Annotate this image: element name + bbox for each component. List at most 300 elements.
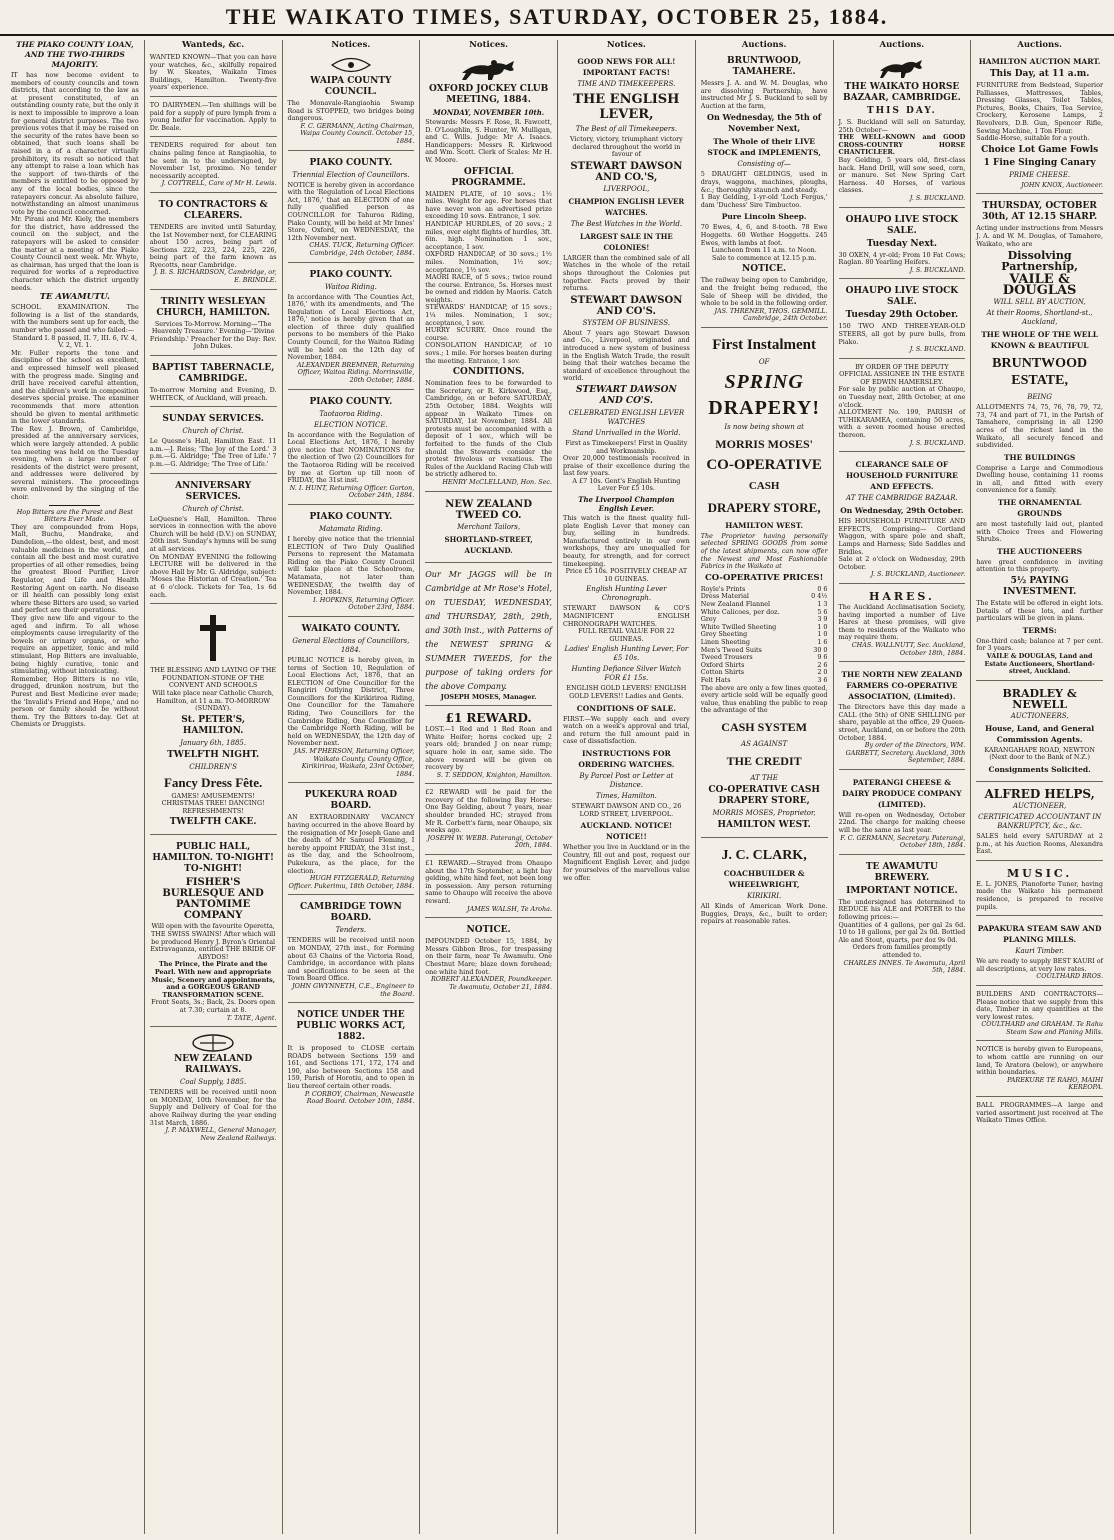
ad-public-hall	[150, 838, 277, 1027]
ad-heading: First Instalment	[712, 336, 816, 353]
ad-text: 30 OXEN, 4 yr-old; From 10 Fat Cows; Raglan. 80 Yearling Heifers.	[838, 250, 966, 267]
ad-heading: TWELFTH NIGHT.	[167, 749, 260, 760]
ad-text: Comprise a Large and Commodious Dwelling house, containing 11 rooms in all, and fitted with every convenience for a family.	[976, 463, 1103, 495]
ad-heading: TRINITY WESLEYAN CHURCH, HAMILTON.	[156, 296, 270, 318]
ad-subheading: Times, Hamilton.	[595, 791, 657, 800]
ad-reward-2	[425, 787, 552, 855]
ad-heading: SUNDAY SERVICES.	[162, 414, 264, 425]
ad-text: IMPOUNDED October 15, 1884, by Messrs Gibbon Bros., for trespassing on their farm, near Te Awamutu. One Chestnut Mare; blaze down forehead; one white hind foot.	[425, 937, 552, 976]
ad-text: STEWART DAWSON AND CO., 26 LORD STREET, LIVERPOOL.	[571, 801, 682, 818]
ad-text: NOTICE is hereby given in accordance with the 'Regulation of Local Elections Act, 1876,' that an ELECTION of one fully qualified person as COUNCILLOR for Tahuroa Riding, Piako County, will be held at Mr Innes' Store, Oxford, on WEDNESDAY, the 12th November next.	[287, 180, 415, 242]
ad-heading: TE AWAMUTU BREWERY.	[865, 861, 938, 883]
ad-subheading: Is now being shown at	[724, 422, 804, 431]
ad-subheading: PRIME CHEESE.	[1009, 170, 1071, 179]
ad-text: MAORI RACE, of 5 sovs.; twice round the course. Entrance, 5s. Horses must be owned and ridden by Maoris. Catch weights.	[425, 273, 552, 304]
ad-signature: JAS. M'PHERSON, Returning Officer, Waikato County. County Office, Kirikiriroa, Waikato, 23rd October, 1884.	[294, 747, 415, 778]
ad-paterangi-cheese	[839, 773, 966, 855]
ad-text: Will re-open on Wednesday, October 22nd. The charge for making cheese will be the same as last year.	[838, 810, 966, 835]
ad-text: One-third cash; balance at 7 per cent. for 3 years.	[976, 636, 1103, 653]
price-value: 30 0	[813, 645, 828, 654]
ad-heading: ANNIVERSARY SERVICES.	[175, 480, 252, 502]
ad-heading: £1 REWARD.	[445, 711, 532, 726]
notice-waipa	[288, 52, 415, 151]
ad-text: HURRY SCURRY. Once round the course.	[425, 326, 552, 342]
ad-heading: VAILE & DOUGLAS	[1002, 272, 1077, 299]
ad-baptist	[150, 359, 277, 407]
ad-heading: WAIKATO COUNTY.	[301, 623, 401, 634]
ad-text: LeQuesne's Hall, Hamilton. Three services in connection with the above Church will be held (D.V.) on SUNDAY, 26th inst. Sunday's hymns will be sung at all services.	[149, 514, 277, 553]
ad-heading: PAPAKURA STEAM SAW AND PLANING MILLS.	[977, 924, 1102, 945]
article-paragraph: SCHOOL EXAMINATION. The following is a list of the standards, with the numbers sent up for each, the number who passed and who failed:—	[11, 303, 139, 334]
ad-text: Our Mr JAGGS will be in Cambridge at Mr Rose's Hotel, on TUESDAY, WEDNESDAY, and THURSDAY, 28th, 29th, and 30th inst., with Patterns of the NEWEST SPRING & SUMMER TWEEDS, for the purpose of taking orders for the above Company.	[425, 569, 552, 691]
ad-text: Luncheon from 11 a.m. to Noon.	[711, 246, 817, 255]
ad-heading: OHAUPO LIVE STOCK SALE.	[845, 214, 959, 236]
ad-signature: J. S. BUCKLAND.	[909, 345, 966, 354]
ad-tweed-co	[425, 495, 552, 563]
ad-text: THE WELL-KNOWN and GOOD CROSS-COUNTRY HORSE CHANTICLEER.	[838, 133, 966, 157]
ad-heading: NOTICE.	[742, 264, 787, 275]
ad-music	[976, 864, 1103, 916]
ad-text: First as Timekeepers! First in Quality and Workmanship.	[565, 438, 688, 455]
ad-subheading: CERTIFICATED ACCOUNTANT IN BANKRUPTCY, &c., &c.	[978, 812, 1102, 830]
masthead	[0, 0, 1114, 36]
price-item: Cotton Shirts	[700, 668, 745, 677]
ad-alfred-helps	[976, 785, 1103, 861]
ad-text: SALES held every SATURDAY at 2 p.m., at his Auction Rooms, Alexandra East.	[976, 831, 1103, 856]
ad-subheading: AUCTIONEERS,	[1010, 711, 1069, 720]
ad-address: SHORTLAND-STREET, AUCKLAND.	[444, 534, 533, 555]
ad-signature: COULTHARD BROS.	[1036, 972, 1103, 981]
ad-impounded	[425, 921, 552, 995]
ad-heading: This Day, at 11 a.m.	[989, 69, 1090, 79]
ad-text: ENGLISH GOLD LEVERS! ENGLISH GOLD LEVERS!! Ladies and Gents.	[566, 684, 687, 700]
price-value: 3 6	[817, 675, 828, 684]
ad-subheading: By Parcel Post or Letter at Distance.	[579, 771, 674, 789]
ad-signature: PAREKURE TE RAHO, MAIHI KEREOPA.	[1007, 1075, 1103, 1092]
price-item: Dress Material	[700, 592, 749, 601]
ad-brewery	[839, 858, 966, 979]
column-heading: Notices.	[469, 40, 509, 50]
ad-text: BALL PROGRAMMES—A large and varied assortment just received at The Waikato Times Office.	[976, 1101, 1103, 1125]
ad-horse-bazaar	[839, 52, 966, 208]
ad-text: STEWARDS' HANDICAP, of 15 sovs.; 1¼ miles. Nomination, 1 sov.; acceptance, 1 sov.	[425, 303, 552, 327]
crest-icon	[328, 56, 374, 74]
ad-heading: HAMILTON WEST.	[717, 819, 811, 830]
ad-text: Services To-Morrow. Morning—'The Heavenly Treasure.' Evening—'Divine Friendship.' Preacher for the Day: Rev. John Dukes.	[149, 319, 277, 351]
price-item: Royle's Prints	[700, 584, 746, 593]
ad-text: The Prince, the Pirate and the Pearl. With new and appropriate Music, Scenery and appointments, and a GORGEOUS GRAND TRANSFORMATION SCENE.	[151, 960, 276, 999]
ad-text: TENDERS will be received until noon on MONDAY, 10th November, for the Supply and Delivery of Coal for the above Railway during the year ending 31st March, 1886.	[149, 1088, 277, 1127]
ad-text: 150 TWO AND THREE-YEAR-OLD STEERS, all got by pure bulls, from Piako.	[838, 322, 966, 346]
ad-text: STEWART DAWSON & CO'S MAGNIFICENT ENGLISH CHRONOGRAPH WATCHES.	[563, 604, 690, 628]
ad-heading: House, Land, and General Commission Agents.	[985, 723, 1095, 744]
ad-heading: Choice Lot Game Fowls	[981, 144, 1099, 155]
price-value: 1 0	[817, 622, 828, 631]
ad-subheading: AS AGAINST	[741, 739, 788, 748]
ad-spring-drapery	[701, 331, 828, 838]
ad-signature: CHAS. WALLNUTT, Sec. Auckland, October 18th, 1884.	[851, 640, 966, 657]
ad-heading: Dissolving Partnership,	[1001, 249, 1078, 274]
price-value: 1 6	[817, 638, 828, 646]
price-item: Grey Sheeting	[700, 630, 748, 639]
ad-text: TENDERS are invited until Saturday, the 1st November next, for CLEARING about 150 acres, being part of Sections 222, 223, 224, 225, 226, being part of the farm known as Ryecotts, near Cambridge.	[149, 222, 277, 269]
ad-text: have great confidence in inviting attention to this property.	[976, 557, 1103, 574]
ad-signature: ALEXANDER BREMNER, Returning Officer, Waitoa Riding. Morrinsville, 20th October, 1884.	[297, 360, 415, 385]
ad-jaggs	[425, 566, 552, 707]
ad-subheading: MONDAY, NOVEMBER 10th.	[432, 108, 545, 117]
column-4	[419, 40, 557, 1534]
ad-anniversary	[150, 477, 277, 605]
ad-text: AN EXTRAORDINARY VACANCY having occurred in the above Board by the resignation of Mr Joseph Gane and the death of Mr Samuel Fleming, I hereby appoint FRIDAY, the 31st inst., as the day, and the Schoolroom, Pukekura, as the place, for the election.	[287, 813, 415, 875]
ad-text: GAMES! AMUSEMENTS! CHRISTMAS TREE! DANCING! REFRESHMENTS!	[161, 791, 265, 815]
ad-signature: J. B. S. RICHARDSON, Cambridge, or, E. BRINDLE.	[153, 268, 277, 285]
ad-heading: BRADLEY & NEWELL	[1002, 686, 1077, 711]
cross-icon	[150, 615, 277, 661]
price-item: New Zealand Flannel	[700, 600, 771, 609]
ad-paragraph: They are compounded from Hops, Malt, Buchu, Mandrake, and Dandelion,—the oldest, best, and most valuable medicines in the world, and contain all the best and most curative properties of all other remedies, being the greatest Blood Purifier, Liver Regulator, and Life and Health Restoring Agent on earth. No disease or ill health can possibly long exist where these Bitters are used, so varied and perfect are their operations.	[11, 522, 139, 615]
price-item: Linen Sheeting	[700, 638, 750, 646]
ad-signature: J. S. BUCKLAND.	[909, 265, 966, 274]
ad-text: It is proposed to CLOSE certain ROADS between Sections 159 and 161, and Sections 171, 172, 174 and 190, also between Sections 158 and 159, Parish of Horotiu, and to open in lieu thereof certain other roads.	[287, 1044, 415, 1091]
ad-signature: CHAS. TUCK, Returning Officer. Cambridge, 24th October, 1884.	[309, 241, 415, 257]
ad-heading: WAIPA COUNTY COUNCIL.	[310, 76, 392, 97]
fancy-dress-fete-title: Fancy Dress Fête.	[163, 774, 263, 790]
ad-date: January 6th, 1885.	[180, 738, 247, 747]
ad-heading: CHAMPION ENGLISH LEVER WATCHES.	[568, 196, 685, 217]
column-heading: Notices.	[331, 40, 371, 50]
price-value: 2 0	[817, 668, 828, 677]
ad-subheading: CELEBRATED ENGLISH LEVER WATCHES	[568, 408, 685, 426]
ad-signature: T. TATE, Agent.	[226, 1013, 277, 1022]
ad-text: The above are only a few lines quoted, every article sold will be equally good value, thus enabling the public to reap the advantage of the	[700, 683, 828, 715]
ad-heading: THE BLESSING AND LAYING OF THE FOUNDATION-STONE OF THE CONVENT AND SCHOOLS	[150, 666, 276, 690]
ad-signature: I. HOPKINS, Returning Officer. October 23rd, 1884.	[313, 595, 415, 612]
ad-tenders	[150, 140, 277, 193]
ad-heading: CLEARANCE SALE OF HOUSEHOLD FURNITURE AND EFFECTS.	[845, 460, 958, 492]
price-value: 2 6	[817, 660, 828, 669]
price-item: White Twilled Sheeting	[700, 622, 777, 631]
column-6	[695, 40, 833, 1534]
ad-text: Acting under instructions from Messrs J. A. and W. M. Douglas, of Tamahere, Waikato, who are	[976, 224, 1103, 248]
column-3	[282, 40, 420, 1534]
ad-subheading: General Elections of Councillors, 1884.	[292, 636, 410, 654]
ad-heading: BAPTIST TABERNACLE, CAMBRIDGE.	[151, 363, 275, 385]
ad-signature: By order of the Directors, WM. GARBETT, Secretary. Auckland, 30th September, 1884.	[845, 741, 966, 765]
ad-heading: PIAKO COUNTY.	[309, 511, 393, 522]
ad-signature: ROBERT ALEXANDER, Poundkeeper. Te Awamutu, October 21, 1884.	[430, 975, 552, 991]
horse-icon	[425, 57, 552, 81]
ad-text: MAIDEN PLATE, of 10 sovs.; 1½ miles. Weight for age. For horses that have never won an advertised prize exceeding 10 sovs. Entrance, 1 sov.	[425, 189, 552, 221]
ad-text: Sale to commence at 12.15 p.m.	[711, 253, 817, 262]
ad-heading: 1 Fine Singing Canary	[983, 157, 1096, 168]
ad-bruntwood-sale	[701, 52, 828, 328]
ad-heading: PIAKO COUNTY.	[309, 269, 393, 280]
ad-heading: IMPORTANT NOTICE.	[846, 885, 958, 896]
article-paragraph: Mr. Pirani and Mr. Kiely, the members for the district, have addressed the council on the subject, and the ratepayers will be asked to consider the matter at a meeting of the Piako County Council next week. Mr. Whyte, as chairman, has urged that the loan is required for works of a reproductive character which the district urgently needs.	[11, 215, 139, 292]
ad-subheading: The Liverpool Champion English Lever.	[578, 495, 675, 514]
ad-heading: CAMBRIDGE TOWN BOARD.	[299, 902, 402, 924]
price-item: Men's Tweed Suits	[700, 645, 762, 654]
ad-heading: CO-OPERATIVE CASH DRAPERY STORE,	[708, 784, 820, 806]
ad-text: KARANGAHAPE ROAD, NEWTON (Next door to the Bank of N.Z.)	[984, 745, 1095, 762]
ad-subheading: Church of Christ.	[182, 504, 244, 513]
ad-heading: HAMILTON WEST.	[725, 520, 803, 530]
ad-subheading: Tenders.	[335, 926, 367, 935]
ad-heading: CASH SYSTEM	[721, 719, 807, 734]
ad-heading: CASH	[748, 479, 780, 492]
notice-waikato	[288, 620, 415, 784]
ad-dairymen	[150, 100, 277, 137]
ad-heading: NOTICE.	[466, 925, 511, 936]
ad-signature: HENRY McCLELLAND, Hon. Sec.	[442, 477, 552, 486]
ad-subheading: Consisting of—	[737, 160, 791, 169]
notice-piako-1	[288, 154, 415, 263]
ad-subheading: English Hunting Lever Chronograph.	[586, 585, 667, 603]
ad-heading: STEWART DAWSON AND CO'S.	[570, 294, 683, 317]
ad-heading: DRAPERY STORE,	[707, 499, 821, 515]
article-paragraph: Mr. Fuller reports the tone and discipline of the school as excellent, and expressed himself well pleased with the progress made. Singing and drill have received careful attention, and the children's work in composition deserves special praise. The examiner recommends that more attention should be given to mental arithmetic in the lower standards.	[11, 348, 139, 426]
ad-text: The Auckland Acclimatisation Society, having imported a number of Live Hares at these premises, will give them to residents of the Waikato who may require them.	[838, 602, 966, 642]
ad-text: Saddle-Horse, suitable for a youth.	[976, 134, 1090, 143]
ad-heading: MUSIC.	[1007, 866, 1073, 880]
ad-text: Bay Gelding, 5 years old, first-class hack. Hand Drill, will sow seed, corn, or manure. Set New Spring Cart Harness. 40 Horses, of various classes.	[838, 155, 966, 195]
ad-signature: S. T. SEDDON, Knighton, Hamilton.	[436, 770, 552, 779]
ad-subheading: The Best Watches in the World.	[570, 219, 683, 228]
ad-signature: J. S. BUCKLAND.	[909, 193, 966, 202]
ad-text: To-morrow Morning and Evening, D. WHITECK, of Auckland, will preach.	[149, 386, 277, 402]
ad-subheading: Triennial Election of Councillors.	[292, 170, 410, 179]
price-item: Oxford Shirts	[700, 660, 745, 669]
ad-heading: FISHER'S BURLESQUE AND PANTOMIME COMPANY	[162, 877, 264, 922]
ad-heading: SPRING	[724, 370, 804, 393]
ad-text: TENDERS will be received until noon on MONDAY, 27th inst., for Forming about 63 Chains of the Victoria Road, Cambridge, in accordance with plans and specifications to be seen at the Town Board Office.	[287, 936, 415, 983]
ad-text: The Proprietor having personally selected SPRING GOODS from some of the latest shipments, can now offer the Newest and Most Fashionable Fabrics in the Waikato at	[700, 531, 828, 571]
ad-text: BY ORDER OF THE DEPUTY OFFICIAL ASSIGNEE IN THE ESTATE OF EDWIN HAMERSLEY.	[839, 362, 965, 386]
ad-signature: VAILE & DOUGLAS, Land and Estate Auctioneers, Shortland-street, Auckland.	[984, 652, 1095, 676]
ad-heading: THE ORNAMENTAL GROUNDS	[997, 498, 1082, 519]
ad-heading: OFFICIAL PROGRAMME.	[451, 166, 526, 188]
ad-subheading: MORRIS MOSES, Proprietor,	[712, 808, 816, 817]
ad-contractors	[150, 196, 277, 290]
ad-subheading: Waitoa Riding.	[324, 282, 377, 291]
ad-signature: J. S. BUCKLAND, Auctioneer.	[870, 570, 966, 579]
ad-heading: CO-OPERATIVE PRICES!	[704, 572, 824, 583]
ad-subheading: Stand Unrivalled in the World.	[572, 428, 681, 437]
ad-subheading: WILL SELL BY AUCTION,	[993, 298, 1086, 307]
ad-text: TENDERS required for about ten chains paling fence at Rangiaohia, to be sent in to the undersigned, by November 1st, proximo. No tender necessarily accepted.	[149, 141, 277, 180]
notice-piako-3	[288, 393, 415, 505]
ad-signature: JAS. THRENER, THOS. GEMMILL. Cambridge, 24th October.	[714, 306, 828, 323]
ad-heading: THE ENGLISH LEVER,	[573, 92, 680, 122]
column-2	[144, 40, 282, 1534]
ad-bruntwood-estate	[976, 197, 1103, 680]
masthead-title: THE WAIKATO TIMES, SATURDAY, OCTOBER 25, 1884.	[225, 4, 889, 29]
ad-text: The railway being open to Cambridge, and the freight being reduced, the Sale of Sheep will be divided, the whole to be sold in the following order.	[700, 276, 828, 308]
crest-icon	[190, 1034, 236, 1052]
ad-heading: MORRIS MOSES'	[715, 436, 813, 451]
ad-text: LOST.—1 Red and 1 Red Roan and White Heifer; horns cocked up; 2 years old; branded J on near rump; square hole in ear, same side. The above reward will be given on recovery by	[425, 725, 552, 772]
ad-heading: CONDITIONS OF SALE.	[576, 703, 676, 713]
ad-text: The Estate will be offered in eight lots. Details of these lots, and further particulars will be given in plans.	[976, 599, 1103, 623]
ad-text: Price £5 10s. POSITIVELY CHEAP AT 10 GUINEAS.	[565, 567, 688, 583]
ad-ball-programmes	[976, 1100, 1103, 1129]
column-heading: Auctions.	[1017, 40, 1062, 50]
ad-heading: OHAUPO LIVE STOCK SALE.	[845, 286, 959, 308]
ad-text: £2 REWARD will be paid for the recovery of the following Bay Horse: One Bay Gelding, about 7 years, near shoulder branded HC; strayed from Mr R. Corbett's farm, near Ohaupo, six weeks ago.	[425, 788, 552, 835]
ad-text: HIS HOUSEHOLD FURNITURE AND EFFECTS, Comprising— Cortland Waggon, with spare pole and shaft, Lamps and Harness; Side Saddles and Bridles.	[838, 517, 966, 556]
ad-heading: THE BUILDINGS	[1003, 452, 1076, 462]
ad-heading: NEW ZEALAND TWEED CO.	[445, 498, 532, 521]
ad-ohaupo-1	[839, 211, 966, 280]
ad-heading: BRUNTWOOD ESTATE,	[992, 356, 1088, 389]
ad-text: TO DAIRYMEN.—Ten shillings will be paid for a supply of pure lymph from a young heifer for vaccination. Apply to Dr. Beale.	[149, 100, 277, 132]
ad-heading: THE WAIKATO HORSE BAZAAR, CAMBRIDGE.	[842, 82, 961, 103]
ad-text: A £7 10s. Gent's English Hunting Lever For £5 10s.	[572, 476, 681, 493]
column-5	[557, 40, 695, 1534]
ad-railways	[150, 1030, 277, 1146]
ad-sunday-services	[150, 410, 277, 473]
ad-heading: NEW ZEALAND RAILWAYS.	[174, 1054, 253, 1076]
ad-heading: On Wednesday, the 5th of November Next,	[706, 112, 822, 134]
ad-heading: Pure Lincoln Sheep.	[721, 212, 807, 222]
price-row	[701, 609, 828, 617]
ad-subheading: At their Rooms, Shortland-st., Auckland,	[986, 309, 1093, 327]
ad-signature: J. P. MAXWELL, General Manager, New Zealand Railways.	[165, 1126, 277, 1142]
ad-subheading: ELECTION NOTICE.	[314, 420, 388, 429]
ad-heading: CO-OPERATIVE	[706, 456, 822, 473]
horse-icon	[839, 57, 966, 79]
ad-heading: AUCKLAND. NOTICE! NOTICE!!	[580, 821, 673, 842]
exam-table: Standard I. 8 passed, II. 7, III. 6, IV. 4, V. 2, VI. 1.	[12, 333, 137, 350]
ad-heading: CONDITIONS.	[452, 367, 525, 378]
ad-signature: JOSEPH W. WEBB. Paterangi, October 20th, 1884.	[427, 833, 552, 850]
ad-heading: PUBLIC HALL, HAMILTON. TO-NIGHT! TO-NIGHT!	[152, 842, 274, 875]
ad-text: Messrs J. A. and W. M. Douglas, who are dissolving Partnership, have instructed Mr J. S. Buckland to sell by Auction at the farm,	[700, 79, 828, 110]
ad-heading: Tuesday Next.	[866, 238, 938, 249]
ad-heading: TO CONTRACTORS & CLEARERS.	[158, 199, 268, 221]
ad-text: £1 REWARD.—Strayed from Ohaupo about the 17th September, a light bay gelding, white hind feet, not been long in possession. Any person returning same to Ohaupo will receive the above reward.	[425, 859, 552, 905]
ad-text: FIRST.—We supply each and every watch on a week's approval and trial, and return the full amount paid in case of dissatisfaction.	[563, 714, 690, 746]
ad-text: About 7 years ago Stewart Dawson and Co., Liverpool, originated and introduced a new system of business in the English Watch Trade, the result being that their watches became the standard of excellence throughout the world.	[563, 328, 690, 383]
ad-subheading: AT THE CAMBRIDGE BAZAAR.	[846, 494, 958, 503]
ad-text: LARGER than the combined sale of all Watches in the whole of the retail shops throughout the Colonies put together. Facts proved by their returns.	[563, 253, 690, 293]
ad-heading: The Whole of their LIVE STOCK and IMPLEMENTS,	[707, 137, 821, 158]
ad-heading: THE WHOLE OF THE WELL KNOWN & BEAUTIFUL	[981, 330, 1099, 351]
ad-signature: COULTHARD and GRAHAM. Te Rahu Steam Saw and Planing Mills.	[981, 1020, 1103, 1036]
ad-signature: HUGH FITZGERALD, Returning Officer. Pukerimu, 18th October, 1884.	[288, 874, 415, 890]
ad-subheading: Hunting Defiance Silver Watch FOR £1 15s.	[571, 665, 682, 683]
ad-text: Over 20,000 testimonials received in praise of their excellence during the last few years.	[563, 454, 690, 478]
ad-text: OXFORD HANDICAP, of 30 sovs.; 1½ miles. Nomination, 1½ sov.; acceptance, 1½ sov.	[425, 250, 552, 274]
price-item: White Calicoes, per doz.	[700, 607, 780, 616]
ad-text: On MONDAY EVENING the following LECTURE will be delivered in the above Hall by Mr. G. Aldridge, subject: 'Moses the Historian of Creation.' Tea at 6 o'clock. Tickets for Tea, 1s 6d each.	[149, 552, 277, 599]
ad-signature: JOHN KNOX, Auctioneer.	[1021, 180, 1103, 189]
ad-heading: HARES.	[868, 589, 935, 603]
ad-heading: NOTICE UNDER THE PUBLIC WORKS ACT, 1882.	[296, 1010, 406, 1043]
column-1	[6, 40, 144, 1534]
ad-subheading: SYSTEM OF BUSINESS.	[582, 318, 671, 327]
ad-text: WANTED KNOWN—That you can have your watches, &c., skilfully repaired by W. Skeates, Waikato Times Buildings, Hamilton. Twenty-five years' experience.	[149, 53, 277, 92]
ad-heading: STEWART DAWSON AND CO'S.	[576, 384, 677, 406]
notice-piako-2	[288, 266, 415, 390]
column-heading: Notices.	[606, 40, 646, 50]
ad-convent-fete	[150, 607, 277, 835]
ad-heading: Tuesday 29th October.	[845, 310, 959, 321]
ad-subheading: Ladies' English Hunting Lever, For £5 10s.	[564, 645, 689, 663]
ad-heading: THURSDAY, OCTOBER 30th, AT 12.15 SHARP.	[982, 201, 1098, 223]
ad-text: FURNITURE from Bedstead, Superior Palliasses, Mattresses, Tables, Dressing Glasses, Toilet Tables, Pictures, Books, Chairs, Tea Service, Crockery, Kerosene Lamps, 2 Revolvers, D.B. Gun, Spencer Rifle, Sewing Machine, 1 Ton Flour.	[976, 81, 1103, 135]
ad-text: FULL RETAIL VALUE FOR 22 GUINEAS.	[578, 627, 675, 643]
ad-heading: On Wednesday, 29th October.	[840, 506, 964, 516]
ad-text: Stewards: Messrs F. Rose, R. Fawcett, D. O'Loughlin, S. Hunter, W. Mulligan, and C. Wills. Judge: Mr A. Isaacs. Handicappers: Messrs R. Kirkwood and Wm. Scott. Clerk of Scales: Mr H. W. Moore.	[425, 118, 552, 164]
ad-builders	[976, 989, 1103, 1042]
ad-subheading: Merchant Tailors,	[457, 522, 521, 531]
ad-heading: BRUNTWOOD, TAMAHERE.	[726, 56, 802, 77]
price-value: 3 9	[817, 615, 828, 624]
ad-heading: ALFRED HELPS,	[984, 786, 1095, 801]
price-value: 1 0	[817, 630, 828, 639]
ad-papakura-mills	[976, 919, 1103, 986]
price-value: 5 6	[817, 607, 828, 616]
ad-signature: JOHN GWYNNETH, C.E., Engineer to the Board.	[292, 981, 415, 998]
ad-text: In accordance with 'The Counties Act, 1876,' with its amendments, and 'The Regulation of Local Elections Act, 1876,' notice is hereby given that an election of three duly qualified persons to be members of the Piako County Council, for the Waitoa Riding will be held on the 12th day of November, 1884.	[287, 292, 415, 362]
ad-heading: PUKEKURA ROAD BOARD.	[304, 790, 398, 812]
ad-ohaupo-2	[839, 282, 966, 358]
article-paragraph: The Rev. J. Brown, of Cambridge, presided at the anniversary services, which were largely attended. A public tea meeting was held on the Tuesday evening, when a large number of residents of the district were present, and addresses were delivered by several ministers. The proceedings were enlivened by the singing of the choir.	[11, 424, 139, 502]
divider	[49, 505, 100, 506]
ad-signature: F. C. GERMANN, Acting Chairman, Waipa County Council. October 15, 1884.	[300, 121, 415, 145]
ad-text: ALLOTMENT No. 199, PARISH of TUHIKARAMEA, containing 50 acres, with a seven roomed house erected thereon.	[838, 408, 966, 440]
ad-text: Le Quesne's Hall, Hamilton East. 11 a.m.—J. Reiss; 'The Joy of the Lord.' 3 p.m.—G. Aldridge; 'The Tree of Life.' 7 p.m.—G. Aldridge; 'The Tree of Life.'	[149, 437, 277, 468]
ad-heading: J. C. CLARK,	[721, 847, 807, 863]
ad-heading: THE AUCTIONEERS	[997, 546, 1083, 556]
ad-text: The undersigned has determined to REDUCE his ALE and PORTER to the following prices:—	[838, 897, 966, 922]
ad-subheading: Matamata Riding.	[318, 524, 383, 533]
ad-jockey-club	[425, 52, 552, 492]
ad-heading: THE CREDIT	[726, 753, 802, 768]
price-value: 0 4½	[811, 592, 828, 601]
notice-public-works	[288, 1006, 415, 1110]
ad-auction-mart	[976, 52, 1103, 194]
ad-heading: THE NORTH NEW ZEALAND FARMERS CO-OPERATIVE ASSOCIATION, (Limited).	[841, 670, 963, 702]
ad-text: BUILDERS AND CONTRACTORS—Please notice that we supply from this date, Timber in any quantities at the very lowest rates.	[976, 989, 1103, 1021]
ad-text: 70 Ewes, 4, 6, and 8-tooth. 78 Ewe Hoggetts. 60 Wether Hoggetts. 245 Ewes, with lambs at foot.	[700, 223, 828, 247]
ad-reward-3	[425, 858, 552, 918]
price-value: 9 6	[817, 653, 828, 662]
ad-signature: N. I. HUNT, Returning Officer. Gorton, October 24th, 1884.	[289, 483, 415, 500]
ad-subheading: LIVERPOOL,	[603, 184, 650, 193]
column-heading: Auctions.	[741, 40, 787, 50]
ad-text: I hereby give notice that the triennial ELECTION of Two Duly Qualified Persons to represent the Matamata Riding on the Piako County Council will take place at the Schoolroom, Matamata, not later than WEDNESDAY, the twelfth day of November, 1884.	[287, 534, 415, 597]
ad-signature: JOSEPH MOSES, Manager.	[440, 692, 537, 701]
ad-text: We are ready to supply BEST KAURI of all descriptions, at very low rates.	[976, 957, 1104, 973]
ad-subheading: AT THE	[750, 773, 778, 782]
ad-text: Quantities of 4 gallons, per gal 2s 6d. 10 to 18 gallons, per gal 2s 0d. Bottled Ale and Stout, quarts, per doz 9s 0d.	[838, 920, 966, 944]
ad-text: All Kinds of American Work Done. Buggies, Drays, &c., built to order; repairs at reasonable rates.	[700, 901, 828, 926]
ad-subheading: The Best of all Timekeepers.	[575, 125, 678, 133]
ad-heading: INSTRUCTIONS FOR ORDERING WATCHES.	[578, 748, 675, 769]
price-item: Felt Hats	[700, 675, 731, 684]
ad-heading: GOOD NEWS FOR ALL! IMPORTANT FACTS!	[577, 57, 676, 77]
ad-heading: TERMS:	[1022, 625, 1057, 635]
price-list	[701, 586, 828, 685]
ad-signature: CHARLES INNES. Te Awamutu, April 5th, 1884.	[843, 958, 966, 975]
ad-text: The Monavale-Rangiaohia Swamp Road is STOPPED, two bridges being dangerous.	[287, 99, 415, 123]
ad-text: Nomination fees to be forwarded to the Secretary, or R. Kirkwood, Esq., Cambridge, on or before SATURDAY, 25th October, 1884. Weights will appear in Waikato Times on SATURDAY, 1st November, 1884. All protests must be accompanied with a deposit of 1 sov., which will be forfeited to the funds of the Club should the Stewards consider the protest frivolous or vexatious. The Rules of the Auckland Racing Club will be strictly adhered to.	[425, 379, 552, 479]
ad-text: In accordance with the Regulation of Local Elections Act, 1876, I hereby give notice that NOMINATIONS for the election of Two (2) Councillors for the Taotaoroa Riding will be received by me at Gorton up till noon of FRIDAY, the 31st inst.	[287, 430, 415, 485]
ad-text: Will open with the favourite Operetta, THE SWISS SWAINS! After which will be produced Henry J. Byron's Oriental Extravaganza, entitled THE BRIDE OF ABYDOS!	[150, 922, 276, 961]
ad-bradley-newell	[976, 684, 1103, 782]
